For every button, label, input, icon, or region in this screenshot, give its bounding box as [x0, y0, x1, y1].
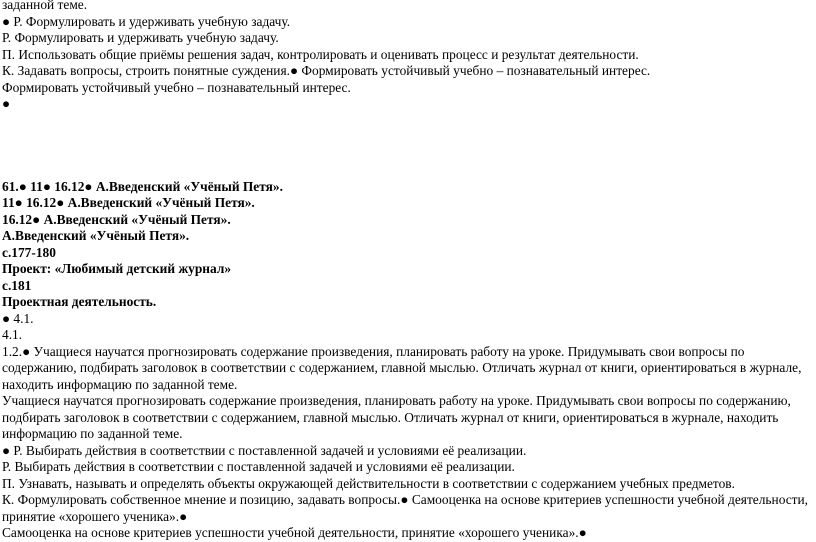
blank-line	[2, 113, 814, 130]
blank-line	[2, 129, 814, 146]
text-line: Самооценка на основе критериев успешности учебной деятельности, принятие «хорошего ученика».●	[2, 525, 587, 540]
page-range: с.181	[2, 277, 32, 293]
lesson-heading: 11● 16.12● А.Введенский «Учёный Петя».	[2, 195, 255, 210]
document-body	[2, 0, 814, 542]
text-line: Формировать устойчивый учебно – познавательный интерес.	[2, 79, 351, 95]
lesson-heading: 61.● 11● 16.12● А.Введенский «Учёный Петя».	[2, 178, 283, 194]
text-line: ● Р. Выбирать действия в соответствии с поставленной задачей и условиями её реализации.	[2, 442, 527, 458]
blank-line	[2, 162, 814, 179]
lesson-heading: А.Введенский «Учёный Петя».	[2, 228, 190, 243]
bullet-line: ●	[2, 96, 11, 111]
text-line: ● Р. Формулировать и удерживать учебную задачу.	[2, 13, 291, 29]
text-line: П. Узнавать, называть и определять объекты окружающей действительности в соответствии с содержанием учебных предметов.	[2, 475, 735, 491]
outcome-paragraph: 1.2.● Учащиеся научатся прогнозировать содержание произведения, планировать работу на уроке. Придумывать свои вопросы по содержанию, подбирать заголовок в соответствии с содержанием, главной мыслью. Отличать журнал от книги, ориентироваться в журнале, находить информацию по заданной теме.	[2, 343, 802, 392]
lesson-heading: 16.12● А.Введенский «Учёный Петя».	[2, 211, 231, 227]
blank-line	[2, 146, 814, 163]
outcome-paragraph: Учащиеся научатся прогнозировать содержание произведения, планировать работу на уроке. Придумывать свои вопросы по содержанию, подбирать заголовок в соответствии с содержанием, главной мыслью. Отличать журнал от книги, ориентироваться в журнале, находить информацию по заданной теме.	[2, 393, 791, 441]
text-line: заданной теме.	[2, 0, 88, 12]
text-line: Р. Формулировать и удерживать учебную задачу.	[2, 30, 279, 45]
section-number: ● 4.1.	[2, 310, 34, 326]
project-title: Проект: «Любимый детский журнал»	[2, 261, 232, 276]
outcome-paragraph: К. Формулировать собственное мнение и позицию, задавать вопросы.● Самооценка на основе критериев успешности учебной деятельности, принятие «хорошего ученика».●	[2, 492, 809, 524]
page-range: с.177-180	[2, 244, 56, 260]
text-line: К. Задавать вопросы, строить понятные суждения.● Формировать устойчивый учебно – познавательный интерес.	[2, 63, 651, 78]
section-number: 4.1.	[2, 327, 23, 342]
activity-title: Проектная деятельность.	[2, 294, 157, 309]
text-line: Р. Выбирать действия в соответствии с поставленной задачей и условиями её реализации.	[2, 459, 515, 474]
text-line: П. Использовать общие приёмы решения задач, контролировать и оценивать процесс и результат деятельности.	[2, 46, 639, 62]
